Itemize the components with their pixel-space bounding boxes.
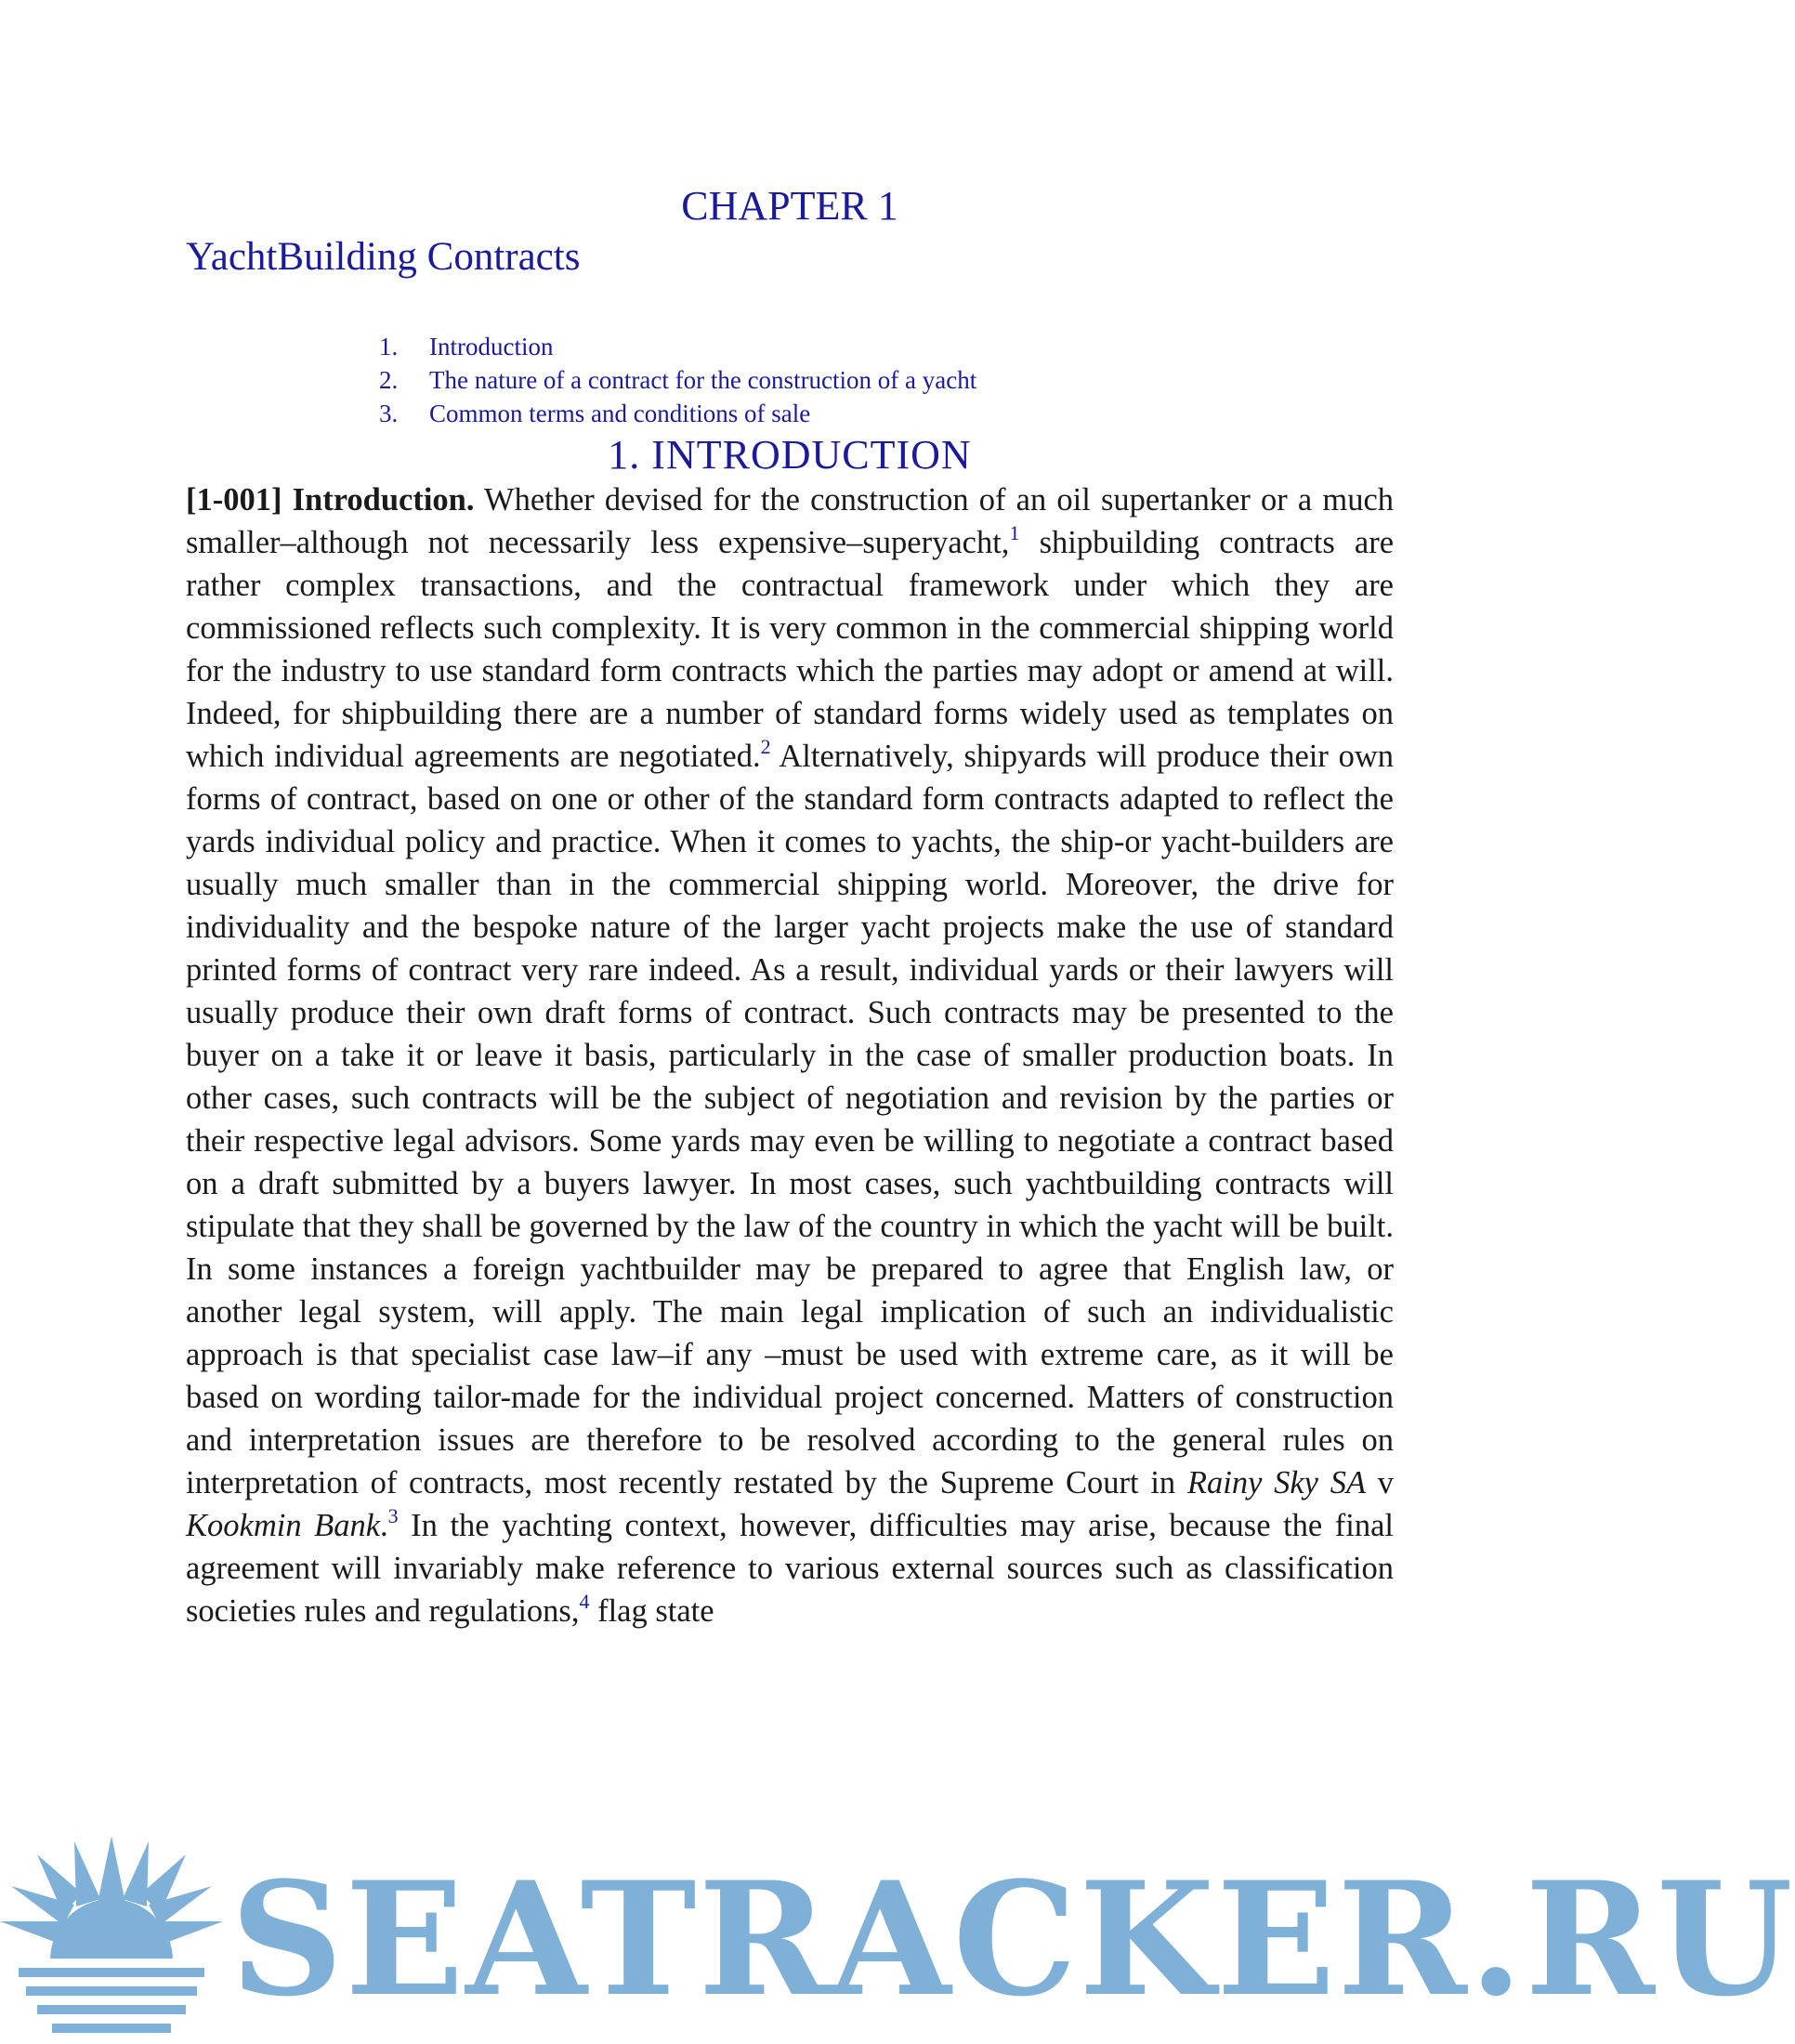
chapter-title: YachtBuilding Contracts — [186, 235, 581, 279]
case-versus: v — [1366, 1465, 1395, 1500]
toc-item[interactable] — [379, 330, 976, 363]
toc-item-number: 1. — [379, 333, 399, 360]
paragraph-reference: [1-001] — [186, 482, 282, 518]
paragraph-text: In the yachting context, however, difficulties may arise, because the final agreement will invariably make reference to various external sources such as classification societies rules and regulations, — [186, 1508, 1395, 1629]
footnote-marker[interactable]: 3 — [387, 1504, 399, 1527]
sun-icon — [0, 1836, 223, 2044]
section-heading: 1. INTRODUCTION — [608, 432, 972, 478]
paragraph-text: shipbuilding contracts are rather complex transactions, and the contractual framework under which they are commissioned reflects such complexity. It is very common in the commercial shipping world for the industry to use standard form contracts which the parties may adopt or amend at will. Indeed, for shipbuilding there are a number of standard forms widely used as templates on which individual agreements are negotiated. — [186, 525, 1395, 774]
footnote-marker[interactable]: 2 — [760, 735, 771, 758]
body-paragraph — [186, 478, 1394, 1632]
footnote-marker[interactable]: 4 — [579, 1590, 590, 1613]
toc-item[interactable] — [379, 397, 976, 430]
chapter-contents — [379, 330, 976, 430]
paragraph-title: Introduction. — [292, 482, 475, 518]
paragraph-text: Whether devised for the construction of an oil supertanker or a much smaller–although not necessarily less expensive–superyacht, — [186, 482, 1395, 560]
toc-item[interactable] — [379, 363, 976, 397]
toc-item-number: 2. — [379, 366, 399, 394]
watermark-text: SEATRACKER.RU — [230, 1847, 1795, 2031]
toc-item-label[interactable]: Introduction — [429, 333, 554, 360]
case-name: Kookmin Bank — [186, 1508, 381, 1543]
toc-item-label[interactable]: The nature of a contract for the construction of a yacht — [429, 366, 977, 394]
footnote-marker[interactable]: 1 — [1009, 521, 1020, 544]
toc-item-number: 3. — [379, 400, 399, 427]
case-name: Rainy Sky SA — [1186, 1465, 1367, 1500]
chapter-number: CHAPTER 1 — [681, 183, 898, 229]
paragraph-text: . — [380, 1508, 388, 1543]
paragraph-text: flag state — [589, 1593, 714, 1629]
toc-item-label[interactable]: Common terms and conditions of sale — [429, 400, 811, 427]
paragraph-text: Alternatively, shipyards will produce their own forms of contract, based on one or other of the standard form contracts adapted to reflect the yards individual policy and practice. When it comes to yachts, the ship-or yacht-builders are usually much smaller than in the commercial shipping world. Moreover, the drive for individuality and the bespoke nature of the larger yacht projects make the use of standard printed forms of contract very rare indeed. As a result, individual yards or their lawyers will usually produce their own draft forms of contract. Such contracts may be presented to the buyer on a take it or leave it basis, particularly in the case of smaller production boats. In other cases, such contracts will be the subject of negotiation and revision by the parties or their respective legal advisors. Some yards may even be willing to negotiate a contract based on a draft submitted by a buyers lawyer. In most cases, such yachtbuilding contracts will stipulate that they shall be governed by the law of the country in which the yacht will be built. In some instances a foreign yachtbuilder may be prepared to agree that English law, or another legal system, will apply. The main legal implication of such an individualistic approach is that specialist case law–if any –must be used with extreme care, as it will be based on wording tailor-made for the individual project concerned. Matters of construction and interpretation issues are therefore to be resolved according to the general rules on interpretation of contracts, most recently restated by the Supreme Court in — [186, 739, 1394, 1500]
